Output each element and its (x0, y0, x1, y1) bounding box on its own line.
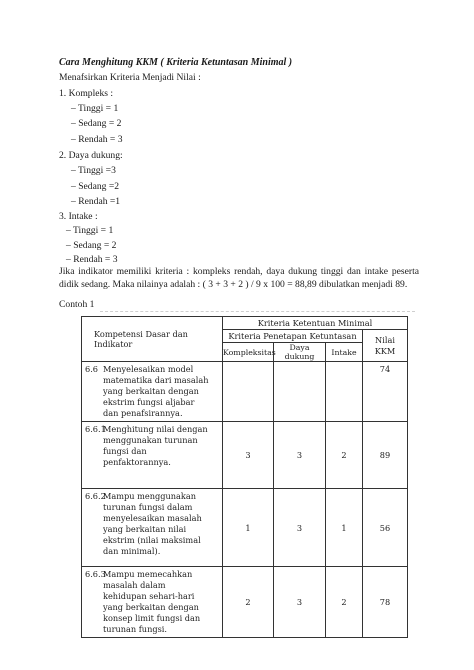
document-title: Cara Menghitung KKM ( Kriteria Ketuntasan Minimal ) (59, 57, 293, 68)
list-item: – Sedang = 2 (71, 118, 122, 129)
cell-intake: 2 (326, 422, 363, 489)
cell-kompleksitas: 1 (223, 489, 274, 567)
list-item: – Rendah =1 (71, 196, 121, 207)
header-kompetensi: Kompetensi Dasar dan Indikator (82, 317, 223, 362)
cell-nilai-kkm: 89 (363, 422, 408, 489)
list-item: – Tinggi =3 (71, 165, 116, 176)
row-text: Menghitung nilai dengan menggunakan turunan fungsi dan penfaktorannya. (103, 424, 208, 467)
divider (100, 311, 415, 312)
header-kompleksitas: Kompleksitas (223, 343, 274, 362)
row-number: 6.6 (85, 364, 99, 374)
cell-intake: 1 (326, 489, 363, 567)
cell-intake (326, 362, 363, 422)
cell-daya-dukung: 3 (274, 489, 326, 567)
kkm-table (81, 316, 408, 638)
cell-daya-dukung (274, 362, 326, 422)
list-item: – Rendah = 3 (71, 134, 123, 145)
list-item: – Sedang =2 (71, 181, 120, 192)
cell-daya-dukung: 3 (274, 567, 326, 638)
header-nilai-kkm (363, 330, 408, 362)
section-heading-kompleks: 1. Kompleks : (59, 88, 114, 99)
header-kriteria-penetapan: Kriteria Penetapan Ketuntasan (223, 330, 363, 343)
cell-kompleksitas: 2 (223, 567, 274, 638)
cell-kompleksitas (223, 362, 274, 422)
header-kriteria-ketuntasan: Kriteria Ketentuan Minimal (223, 317, 408, 330)
example-label: Contoh 1 (59, 299, 95, 310)
cell-nilai-kkm: 74 (363, 362, 408, 422)
section-heading-daya-dukung: 2. Daya dukung: (59, 150, 123, 161)
row-description (82, 422, 223, 489)
row-number: 6.6.2 (85, 491, 106, 501)
cell-nilai-kkm: 78 (363, 567, 408, 638)
row-description (82, 362, 223, 422)
cell-daya-dukung: 3 (274, 422, 326, 489)
table-row (82, 422, 408, 489)
list-item: – Tinggi = 1 (71, 103, 119, 114)
list-item: – Tinggi = 1 (66, 225, 114, 236)
cell-kompleksitas: 3 (223, 422, 274, 489)
row-text: Menyelesaikan model matematika dari masalah yang berkaitan dengan ekstrim fungsi aljabar dan penafsirannya. (103, 364, 209, 418)
table-row (82, 489, 408, 567)
row-description (82, 567, 223, 638)
cell-nilai-kkm: 56 (363, 489, 408, 567)
row-number: 6.6.1 (85, 424, 106, 434)
header-nilai-line2: KKM (374, 345, 396, 356)
section-heading-intake: 3. Intake : (59, 211, 98, 222)
intro-text: Menafsirkan Kriteria Menjadi Nilai : (59, 72, 201, 83)
row-text: Mampu memecahkan masalah dalam kehidupan sehari-hari yang berkaitan dengan konsep limit fungsi dan turunan fungsi. (103, 569, 201, 634)
explanation-paragraph: Jika indikator memiliki kriteria : kompleks rendah, daya dukung tinggi dan intake peserta didik sedang. Maka nilainya adalah : ( 3 + 3 + 2 ) / 9 x 100 = 88,89 dibulatkan menjadi 89. (59, 266, 419, 290)
row-number: 6.6.3 (85, 569, 106, 579)
header-intake: Intake (326, 343, 363, 362)
table-row (82, 362, 408, 422)
header-nilai-line1: Nilai (375, 334, 395, 345)
cell-intake: 2 (326, 567, 363, 638)
list-item: – Sedang = 2 (66, 240, 117, 251)
table-row (82, 567, 408, 638)
row-text: Mampu menggunakan turunan fungsi dalam menyelesaikan masalah yang berkaitan nilai ekstrim (nilai maksimal dan minimal). (103, 491, 202, 556)
list-item: – Rendah = 3 (66, 254, 118, 265)
header-daya-dukung: Daya dukung (274, 343, 326, 362)
row-description (82, 489, 223, 567)
